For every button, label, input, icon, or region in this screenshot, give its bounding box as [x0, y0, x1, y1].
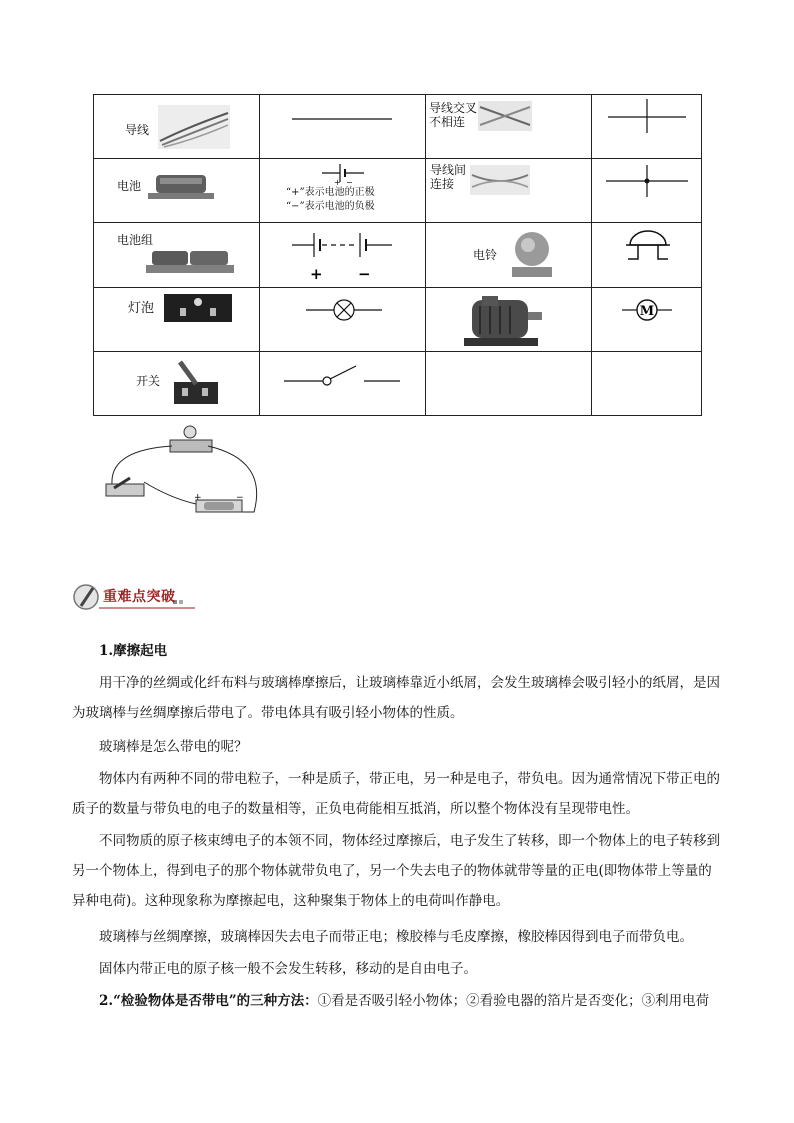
switch-symbol: [260, 352, 426, 416]
switch-symbol-cell: [260, 351, 426, 415]
joined-wires-photo: [470, 165, 530, 195]
table-row: [94, 223, 702, 287]
joint-symbol-cell: [592, 159, 702, 223]
bell-photo: [506, 227, 558, 279]
crossing-symbol: [592, 95, 702, 159]
crossing-symbol-cell: [592, 95, 702, 159]
table-row: [94, 351, 702, 415]
battery-pack-label: 电池组: [117, 233, 154, 248]
wire-cell: [94, 95, 260, 159]
battery-photo: [146, 171, 216, 201]
paragraph: 不同物质的原子核束缚电子的本领不同，物体经过摩擦后，电子发生了转移，即一个物体上的电子转移到另一个物体上，得到电子的那个物体就带负电了，另一个失去电子的物体就带等量的正电(即物体带上等量的异种电荷)。这种现象称为摩擦起电，这种聚集于物体上的电荷叫作静电。: [72, 833, 720, 909]
lamp-label: 灯泡: [128, 300, 155, 316]
switch-photo: [170, 360, 220, 406]
battery-label: 电池: [117, 179, 142, 194]
battery-caption: “+”表示电池的正极 “−”表示电池的负极: [286, 187, 375, 213]
switch-label: 开关: [136, 373, 161, 388]
table-row: [94, 159, 702, 223]
lamp-cell: [94, 287, 260, 351]
lamp-symbol-cell: [260, 287, 426, 351]
pack-plus-sign: +: [310, 265, 323, 284]
circuit-symbol-table: [93, 94, 702, 416]
joined-wires-label: 导线间 连接: [430, 163, 467, 192]
section-title: 重难点突破: [103, 589, 176, 605]
motor-photo: [462, 292, 546, 348]
paragraph: 固体内带正电的原子核一般不会发生转移，移动的是自由电子。: [99, 961, 477, 977]
crossing-wires-cell: [426, 95, 592, 159]
pack-minus-sign: −: [358, 265, 371, 284]
joined-wires-cell: [426, 159, 592, 223]
battery-pack-photo: [144, 247, 236, 275]
bell-symbol: [592, 223, 702, 287]
battery-minus-mark: −: [346, 178, 353, 188]
table-row: [94, 287, 702, 351]
bell-cell: [426, 223, 592, 287]
paragraph: 玻璃棒是怎么带电的呢？: [99, 739, 248, 755]
sketch-minus-sign: −: [236, 493, 244, 503]
paragraph: 玻璃棒与丝绸摩擦，玻璃棒因失去电子而带正电；橡胶棒与毛皮摩擦，橡胶棒因得到电子而带负电。: [99, 929, 693, 945]
bulb-board: [170, 426, 212, 452]
table-row: [94, 95, 702, 159]
motor-letter: M: [639, 303, 655, 319]
lamp-symbol: [260, 288, 426, 352]
joint-symbol: [592, 159, 702, 223]
battery-plus-mark: +: [334, 178, 341, 188]
paragraph-methods: [72, 986, 722, 1016]
paragraph: 物体内有两种不同的带电粒子，一种是质子，带正电，另一种是电子，带负电。因为通常情况下带正电的质子的数量与带负电的电子的数量相等，正负电荷能相互抵消，所以整个物体没有呈现带电性。: [72, 771, 720, 817]
motor-symbol-cell: [592, 287, 702, 351]
wire-symbol-cell: [260, 95, 426, 159]
section-heading: [73, 582, 198, 614]
switch-cell: [94, 351, 260, 415]
methods-text: ①看是否吸引轻小物体；②看验电器的箔片是否变化；③利用电荷: [317, 993, 710, 1009]
sketch-plus-sign: +: [194, 493, 202, 503]
bell-label: 电铃: [473, 248, 498, 263]
wire-symbol: [260, 95, 426, 159]
empty-cell: [592, 351, 702, 415]
motor-cell: [426, 287, 592, 351]
battery-pack-symbol: [260, 223, 426, 287]
circuit-sketch: [100, 420, 270, 520]
wire-photo: [158, 105, 230, 149]
battery-symbol-cell: [260, 159, 426, 223]
paragraph: 用干净的丝绸或化纤布料与玻璃棒摩擦后，让玻璃棒靠近小纸屑，会发生玻璃棒会吸引轻小的纸屑，是因为玻璃棒与丝绸摩擦后带电了。带电体具有吸引轻小物体的性质。: [72, 675, 720, 721]
wire-label: 导线: [125, 123, 150, 137]
subheading-friction-charging: 1.摩擦起电: [99, 643, 168, 659]
bell-symbol-cell: [592, 223, 702, 287]
empty-cell: [426, 351, 592, 415]
battery-cell: [94, 159, 260, 223]
crossing-wires-label: 导线交叉 不相连: [429, 101, 478, 129]
battery-pack-cell: [94, 223, 260, 287]
battery-pack-symbol-cell: [260, 223, 426, 287]
methods-label: 2.“检验物体是否带电”的三种方法：: [99, 993, 318, 1009]
crossing-wires-photo: [478, 101, 532, 131]
motor-symbol: [592, 288, 702, 352]
lamp-photo: [164, 292, 232, 322]
